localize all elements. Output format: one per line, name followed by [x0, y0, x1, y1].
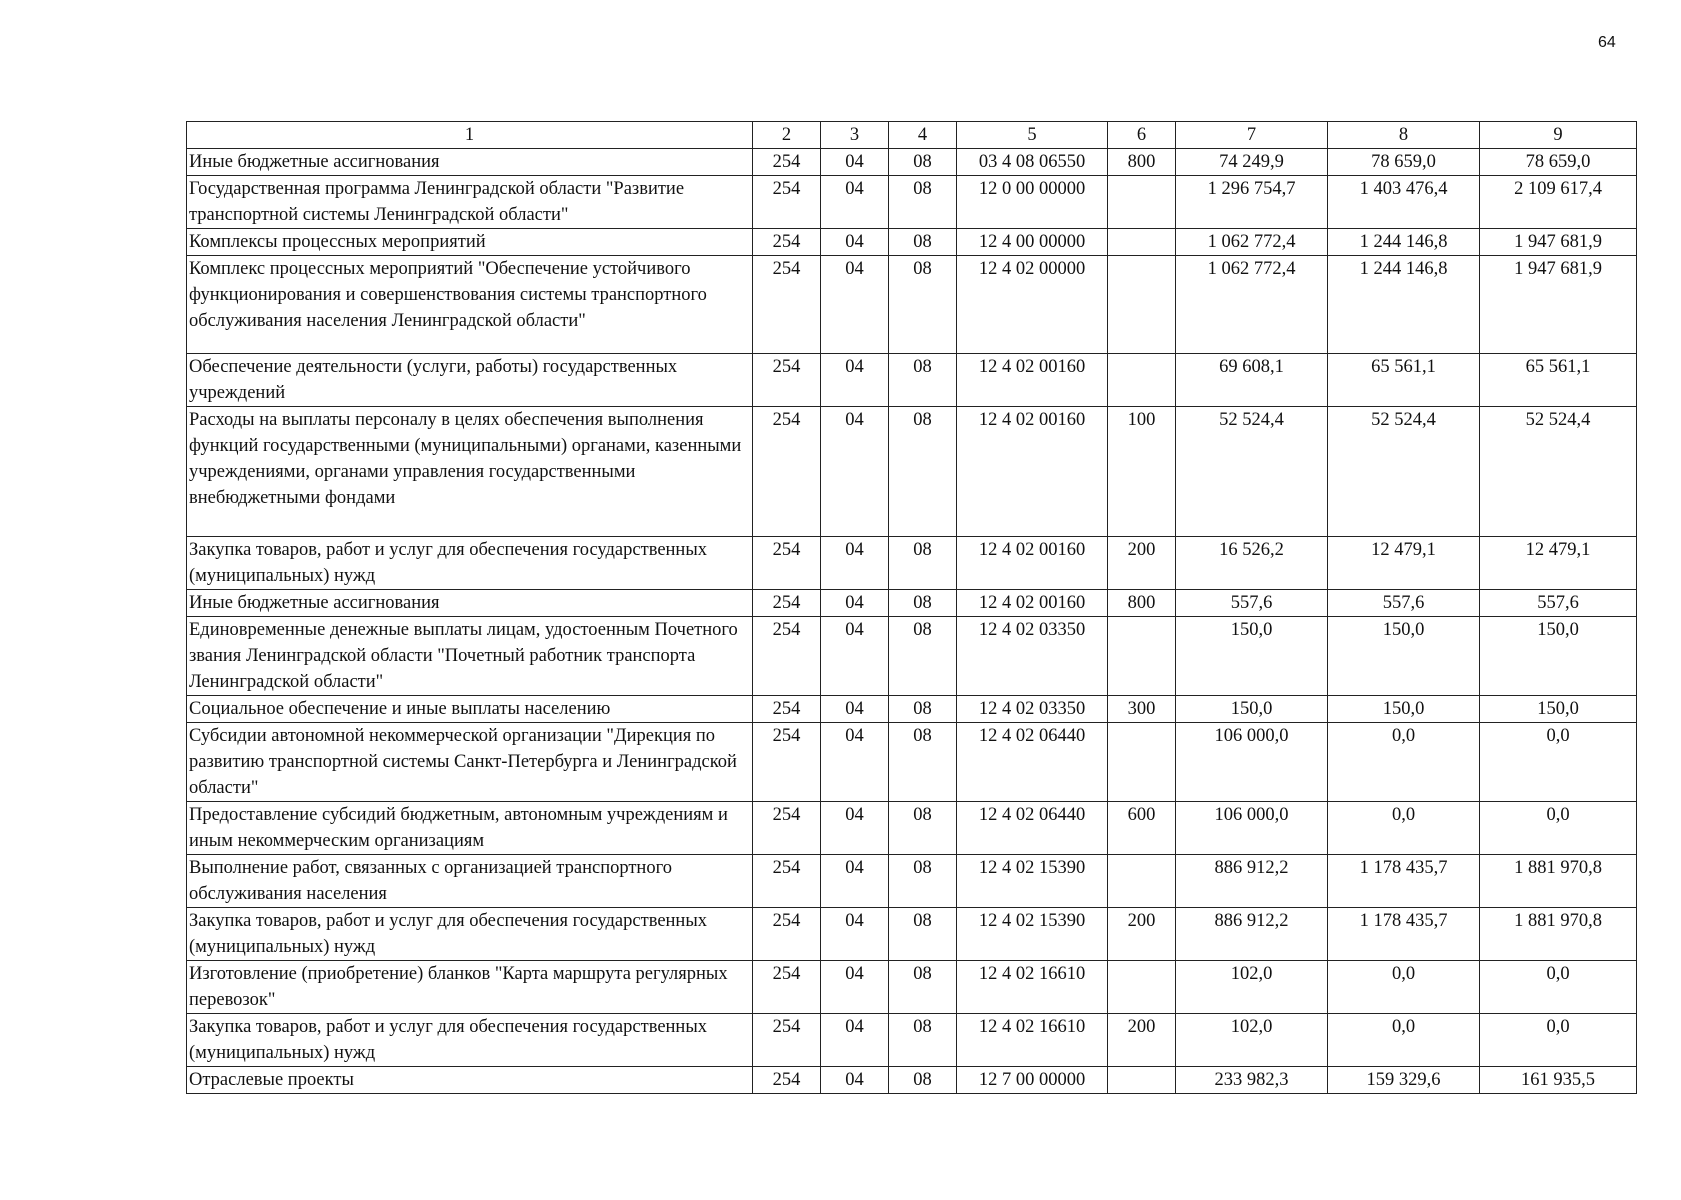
row-name-cell: Изготовление (приобретение) бланков "Карта маршрута регулярных перевозок" [187, 961, 753, 1014]
target-article-cell: 12 0 00 00000 [957, 176, 1108, 229]
amount-col8-cell: 0,0 [1328, 961, 1480, 1014]
header-cell: 4 [889, 122, 957, 149]
admin-code-cell: 254 [753, 1067, 821, 1094]
amount-col9-cell: 0,0 [1480, 723, 1637, 802]
expense-type-cell: 300 [1108, 696, 1176, 723]
admin-code-cell: 254 [753, 354, 821, 407]
amount-col7-cell: 1 062 772,4 [1176, 229, 1328, 256]
header-cell: 7 [1176, 122, 1328, 149]
amount-col9-cell: 2 109 617,4 [1480, 176, 1637, 229]
section-code-cell: 04 [821, 961, 889, 1014]
section-code-cell: 04 [821, 617, 889, 696]
amount-col9-cell: 1 881 970,8 [1480, 908, 1637, 961]
section-code-cell: 04 [821, 176, 889, 229]
amount-col8-cell: 78 659,0 [1328, 149, 1480, 176]
target-article-cell: 12 7 00 00000 [957, 1067, 1108, 1094]
table-row [187, 590, 1637, 617]
amount-col8-cell: 0,0 [1328, 1014, 1480, 1067]
section-code-cell: 04 [821, 908, 889, 961]
row-name-cell: Комплексы процессных мероприятий [187, 229, 753, 256]
row-name-cell: Иные бюджетные ассигнования [187, 149, 753, 176]
budget-table [186, 121, 1637, 1094]
subsection-code-cell: 08 [889, 908, 957, 961]
amount-col7-cell: 106 000,0 [1176, 723, 1328, 802]
amount-col8-cell: 159 329,6 [1328, 1067, 1480, 1094]
table-row [187, 617, 1637, 696]
row-name-cell: Комплекс процессных мероприятий "Обеспечение устойчивого функционирования и совершенствования системы транспортного обслуживания населения Ленинградской области" [187, 256, 753, 354]
subsection-code-cell: 08 [889, 696, 957, 723]
table-row [187, 696, 1637, 723]
amount-col7-cell: 886 912,2 [1176, 855, 1328, 908]
amount-col8-cell: 150,0 [1328, 617, 1480, 696]
row-name-cell: Субсидии автономной некоммерческой организации "Дирекция по развитию транспортной системы Санкт-Петербурга и Ленинградской области" [187, 723, 753, 802]
amount-col9-cell: 52 524,4 [1480, 407, 1637, 537]
expense-type-cell: 200 [1108, 537, 1176, 590]
header-cell: 3 [821, 122, 889, 149]
expense-type-cell: 800 [1108, 149, 1176, 176]
amount-col7-cell: 52 524,4 [1176, 407, 1328, 537]
admin-code-cell: 254 [753, 723, 821, 802]
amount-col9-cell: 1 947 681,9 [1480, 229, 1637, 256]
table-row [187, 149, 1637, 176]
expense-type-cell: 200 [1108, 908, 1176, 961]
amount-col7-cell: 74 249,9 [1176, 149, 1328, 176]
amount-col8-cell: 0,0 [1328, 723, 1480, 802]
subsection-code-cell: 08 [889, 407, 957, 537]
amount-col8-cell: 1 178 435,7 [1328, 908, 1480, 961]
subsection-code-cell: 08 [889, 802, 957, 855]
target-article-cell: 12 4 02 03350 [957, 696, 1108, 723]
target-article-cell: 12 4 02 16610 [957, 1014, 1108, 1067]
section-code-cell: 04 [821, 537, 889, 590]
table-row [187, 256, 1637, 354]
target-article-cell: 12 4 00 00000 [957, 229, 1108, 256]
table-row [187, 961, 1637, 1014]
section-code-cell: 04 [821, 590, 889, 617]
amount-col8-cell: 557,6 [1328, 590, 1480, 617]
target-article-cell: 12 4 02 00160 [957, 407, 1108, 537]
row-name-cell: Закупка товаров, работ и услуг для обеспечения государственных (муниципальных) нужд [187, 908, 753, 961]
target-article-cell: 12 4 02 00160 [957, 354, 1108, 407]
header-cell: 6 [1108, 122, 1176, 149]
table-row [187, 537, 1637, 590]
section-code-cell: 04 [821, 407, 889, 537]
table-row [187, 908, 1637, 961]
table-row [187, 229, 1637, 256]
subsection-code-cell: 08 [889, 229, 957, 256]
section-code-cell: 04 [821, 1014, 889, 1067]
amount-col9-cell: 1 881 970,8 [1480, 855, 1637, 908]
amount-col7-cell: 233 982,3 [1176, 1067, 1328, 1094]
subsection-code-cell: 08 [889, 176, 957, 229]
expense-type-cell: 200 [1108, 1014, 1176, 1067]
amount-col8-cell: 52 524,4 [1328, 407, 1480, 537]
admin-code-cell: 254 [753, 1014, 821, 1067]
table-row [187, 855, 1637, 908]
expense-type-cell [1108, 961, 1176, 1014]
amount-col7-cell: 150,0 [1176, 617, 1328, 696]
amount-col7-cell: 557,6 [1176, 590, 1328, 617]
target-article-cell: 12 4 02 06440 [957, 723, 1108, 802]
table-row [187, 176, 1637, 229]
expense-type-cell: 100 [1108, 407, 1176, 537]
amount-col7-cell: 102,0 [1176, 961, 1328, 1014]
amount-col9-cell: 150,0 [1480, 696, 1637, 723]
expense-type-cell [1108, 256, 1176, 354]
subsection-code-cell: 08 [889, 617, 957, 696]
header-cell: 1 [187, 122, 753, 149]
amount-col9-cell: 0,0 [1480, 1014, 1637, 1067]
expense-type-cell [1108, 176, 1176, 229]
admin-code-cell: 254 [753, 802, 821, 855]
subsection-code-cell: 08 [889, 537, 957, 590]
section-code-cell: 04 [821, 723, 889, 802]
header-cell: 2 [753, 122, 821, 149]
amount-col7-cell: 1 062 772,4 [1176, 256, 1328, 354]
amount-col9-cell: 1 947 681,9 [1480, 256, 1637, 354]
table-row [187, 354, 1637, 407]
expense-type-cell: 800 [1108, 590, 1176, 617]
row-name-cell: Закупка товаров, работ и услуг для обеспечения государственных (муниципальных) нужд [187, 537, 753, 590]
amount-col9-cell: 12 479,1 [1480, 537, 1637, 590]
admin-code-cell: 254 [753, 855, 821, 908]
target-article-cell: 12 4 02 00160 [957, 590, 1108, 617]
amount-col8-cell: 1 178 435,7 [1328, 855, 1480, 908]
row-name-cell: Закупка товаров, работ и услуг для обеспечения государственных (муниципальных) нужд [187, 1014, 753, 1067]
amount-col8-cell: 0,0 [1328, 802, 1480, 855]
subsection-code-cell: 08 [889, 855, 957, 908]
amount-col8-cell: 1 244 146,8 [1328, 256, 1480, 354]
page-number: 64 [1598, 34, 1616, 51]
target-article-cell: 12 4 02 15390 [957, 908, 1108, 961]
row-name-cell: Отраслевые проекты [187, 1067, 753, 1094]
amount-col8-cell: 65 561,1 [1328, 354, 1480, 407]
subsection-code-cell: 08 [889, 256, 957, 354]
target-article-cell: 12 4 02 06440 [957, 802, 1108, 855]
admin-code-cell: 254 [753, 617, 821, 696]
row-name-cell: Государственная программа Ленинградской области "Развитие транспортной системы Ленинградской области" [187, 176, 753, 229]
amount-col9-cell: 161 935,5 [1480, 1067, 1637, 1094]
admin-code-cell: 254 [753, 537, 821, 590]
row-name-cell: Выполнение работ, связанных с организацией транспортного обслуживания населения [187, 855, 753, 908]
section-code-cell: 04 [821, 354, 889, 407]
target-article-cell: 12 4 02 16610 [957, 961, 1108, 1014]
admin-code-cell: 254 [753, 590, 821, 617]
amount-col9-cell: 557,6 [1480, 590, 1637, 617]
section-code-cell: 04 [821, 256, 889, 354]
amount-col9-cell: 0,0 [1480, 961, 1637, 1014]
expense-type-cell [1108, 1067, 1176, 1094]
subsection-code-cell: 08 [889, 1067, 957, 1094]
admin-code-cell: 254 [753, 407, 821, 537]
amount-col9-cell: 150,0 [1480, 617, 1637, 696]
target-article-cell: 03 4 08 06550 [957, 149, 1108, 176]
expense-type-cell [1108, 229, 1176, 256]
target-article-cell: 12 4 02 15390 [957, 855, 1108, 908]
header-cell: 8 [1328, 122, 1480, 149]
amount-col9-cell: 78 659,0 [1480, 149, 1637, 176]
amount-col8-cell: 1 403 476,4 [1328, 176, 1480, 229]
admin-code-cell: 254 [753, 176, 821, 229]
subsection-code-cell: 08 [889, 723, 957, 802]
amount-col7-cell: 102,0 [1176, 1014, 1328, 1067]
section-code-cell: 04 [821, 149, 889, 176]
amount-col8-cell: 12 479,1 [1328, 537, 1480, 590]
amount-col7-cell: 1 296 754,7 [1176, 176, 1328, 229]
subsection-code-cell: 08 [889, 590, 957, 617]
table-row [187, 1067, 1637, 1094]
row-name-cell: Расходы на выплаты персоналу в целях обеспечения выполнения функций государственными (муниципальными) органами, казенными учреждениями, органами управления государственными внебюджетными фондами [187, 407, 753, 537]
table-row [187, 723, 1637, 802]
expense-type-cell [1108, 354, 1176, 407]
table-row [187, 802, 1637, 855]
row-name-cell: Обеспечение деятельности (услуги, работы) государственных учреждений [187, 354, 753, 407]
amount-col7-cell: 106 000,0 [1176, 802, 1328, 855]
amount-col8-cell: 1 244 146,8 [1328, 229, 1480, 256]
expense-type-cell [1108, 723, 1176, 802]
target-article-cell: 12 4 02 00160 [957, 537, 1108, 590]
amount-col7-cell: 150,0 [1176, 696, 1328, 723]
amount-col7-cell: 69 608,1 [1176, 354, 1328, 407]
section-code-cell: 04 [821, 802, 889, 855]
target-article-cell: 12 4 02 03350 [957, 617, 1108, 696]
subsection-code-cell: 08 [889, 961, 957, 1014]
admin-code-cell: 254 [753, 256, 821, 354]
section-code-cell: 04 [821, 1067, 889, 1094]
section-code-cell: 04 [821, 696, 889, 723]
expense-type-cell: 600 [1108, 802, 1176, 855]
amount-col8-cell: 150,0 [1328, 696, 1480, 723]
expense-type-cell [1108, 617, 1176, 696]
header-cell: 9 [1480, 122, 1637, 149]
amount-col9-cell: 0,0 [1480, 802, 1637, 855]
row-name-cell: Единовременные денежные выплаты лицам, удостоенным Почетного звания Ленинградской области "Почетный работник транспорта Ленинградской области" [187, 617, 753, 696]
section-code-cell: 04 [821, 229, 889, 256]
table-header-row [187, 122, 1637, 149]
target-article-cell: 12 4 02 00000 [957, 256, 1108, 354]
subsection-code-cell: 08 [889, 354, 957, 407]
admin-code-cell: 254 [753, 229, 821, 256]
row-name-cell: Предоставление субсидий бюджетным, автономным учреждениям и иным некоммерческим организациям [187, 802, 753, 855]
amount-col7-cell: 886 912,2 [1176, 908, 1328, 961]
section-code-cell: 04 [821, 855, 889, 908]
amount-col9-cell: 65 561,1 [1480, 354, 1637, 407]
table-row [187, 407, 1637, 537]
row-name-cell: Социальное обеспечение и иные выплаты населению [187, 696, 753, 723]
subsection-code-cell: 08 [889, 149, 957, 176]
admin-code-cell: 254 [753, 961, 821, 1014]
row-name-cell: Иные бюджетные ассигнования [187, 590, 753, 617]
admin-code-cell: 254 [753, 908, 821, 961]
admin-code-cell: 254 [753, 149, 821, 176]
amount-col7-cell: 16 526,2 [1176, 537, 1328, 590]
subsection-code-cell: 08 [889, 1014, 957, 1067]
expense-type-cell [1108, 855, 1176, 908]
table-row [187, 1014, 1637, 1067]
admin-code-cell: 254 [753, 696, 821, 723]
header-cell: 5 [957, 122, 1108, 149]
